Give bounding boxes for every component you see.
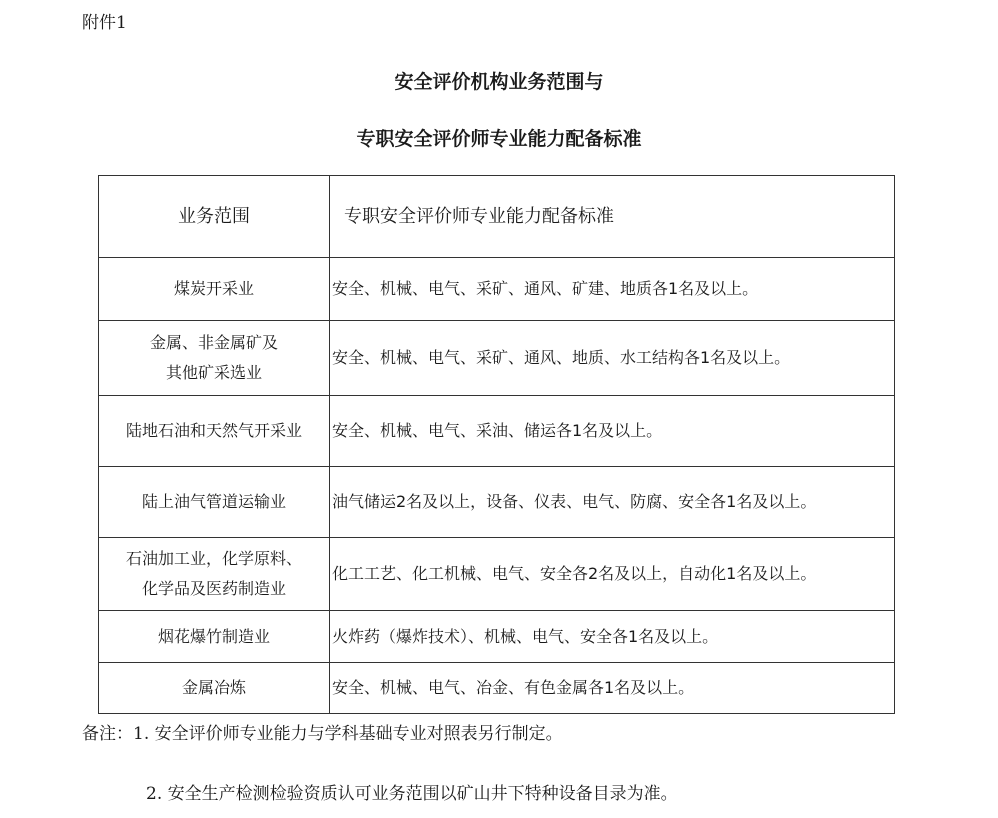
row-scope <box>99 258 330 321</box>
row-scope <box>99 467 330 538</box>
table-row <box>99 663 895 714</box>
scope-line: 陆上油气管道运输业 <box>141 492 286 511</box>
row-scope <box>99 321 330 396</box>
document-title-line-2: 专职安全评价师专业能力配备标准 <box>356 128 642 150</box>
row-scope <box>99 396 330 467</box>
scope-line: 其他矿采选业 <box>165 363 262 382</box>
scope-line: 化学品及医药制造业 <box>141 579 286 598</box>
scope-line: 烟花爆竹制造业 <box>157 626 270 646</box>
row-requirement: 安全、机械、电气、采矿、通风、地质、水工结构各1名及以上。 <box>330 321 895 396</box>
table-row <box>99 321 895 396</box>
row-requirement: 火炸药（爆炸技术）、机械、电气、安全各1名及以上。 <box>330 611 895 663</box>
row-requirement: 安全、机械、电气、采矿、通风、矿建、地质各1名及以上。 <box>330 258 895 321</box>
standards-table <box>98 175 895 714</box>
table-row <box>99 258 895 321</box>
scope-line: 金属冶炼 <box>181 678 246 697</box>
row-requirement: 化工工艺、化工机械、电气、安全各2名及以上，自动化1名及以上。 <box>330 538 895 611</box>
row-scope <box>99 663 330 714</box>
note-2: 2. 安全生产检测检验资质认可业务范围以矿山井下特种设备目录为准。 <box>146 784 678 804</box>
table-row <box>99 611 895 663</box>
row-scope <box>99 611 330 663</box>
table-row <box>99 396 895 467</box>
scope-line: 煤炭开采业 <box>173 279 254 298</box>
scope-line: 陆地石油和天然气开采业 <box>125 421 302 440</box>
row-requirement: 油气储运2名及以上，设备、仪表、电气、防腐、安全各1名及以上。 <box>330 467 895 538</box>
header-staffing-standard: 专职安全评价师专业能力配备标准 <box>330 176 895 258</box>
attachment-label: 附件1 <box>82 13 127 33</box>
header-business-scope: 业务范围 <box>99 176 330 258</box>
row-requirement: 安全、机械、电气、采油、储运各1名及以上。 <box>330 396 895 467</box>
table-row <box>99 467 895 538</box>
scope-line: 金属、非金属矿及 <box>149 333 278 352</box>
scope-line: 石油加工业，化学原料、 <box>125 549 302 568</box>
row-requirement: 安全、机械、电气、冶金、有色金属各1名及以上。 <box>330 663 895 714</box>
row-scope <box>99 538 330 611</box>
note-1: 备注：1. 安全评价师专业能力与学科基础专业对照表另行制定。 <box>82 724 563 744</box>
table-header-row <box>99 176 895 258</box>
document-title-line-1: 安全评价机构业务范围与 <box>394 71 604 93</box>
table-row <box>99 538 895 611</box>
